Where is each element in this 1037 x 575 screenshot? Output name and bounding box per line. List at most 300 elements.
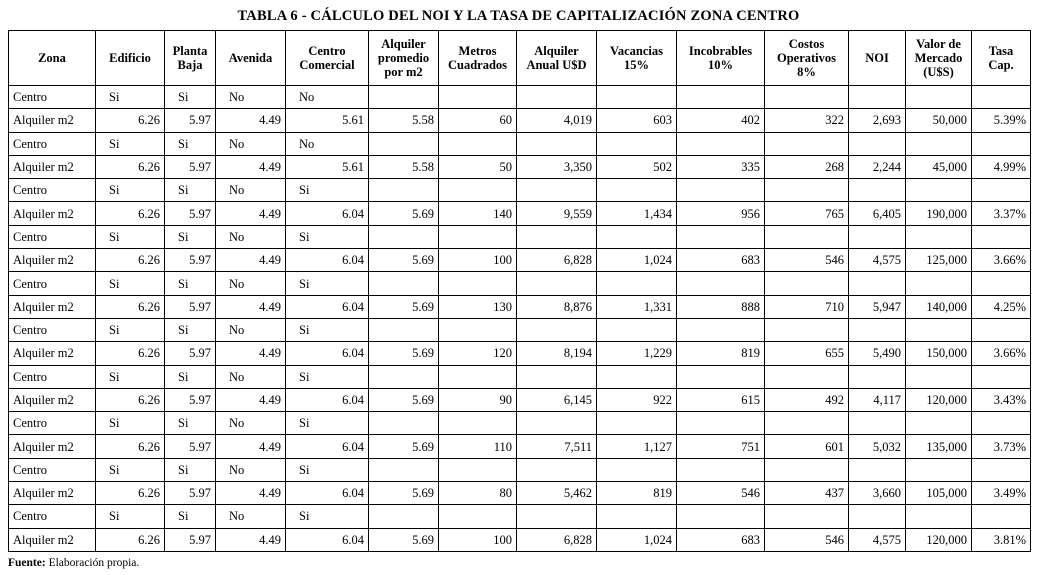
table-cell: 5.69	[369, 202, 439, 225]
table-cell: Si	[96, 179, 165, 202]
table-cell	[677, 272, 765, 295]
table-cell	[906, 86, 972, 109]
table-cell	[369, 179, 439, 202]
table-row-zona	[9, 458, 1031, 481]
col-avenida-header: Avenida	[216, 31, 286, 86]
table-cell: Si	[286, 225, 369, 248]
table-cell	[439, 179, 517, 202]
table-row-alquiler	[9, 528, 1031, 551]
table-cell: 4,019	[517, 109, 597, 132]
table-cell: 120	[439, 342, 517, 365]
table-cell: 140	[439, 202, 517, 225]
table-cell	[677, 132, 765, 155]
table-cell: 5.58	[369, 155, 439, 178]
table-cell: 6.26	[96, 435, 165, 458]
table-cell: 5.69	[369, 435, 439, 458]
table-cell: Si	[165, 225, 216, 248]
table-cell	[597, 365, 677, 388]
table-cell: 50	[439, 155, 517, 178]
table-cell: Si	[286, 179, 369, 202]
table-cell: Si	[286, 505, 369, 528]
table-cell: 751	[677, 435, 765, 458]
table-cell: No	[216, 225, 286, 248]
table-cell: 1,331	[597, 295, 677, 318]
table-cell: Si	[165, 458, 216, 481]
table-cell: No	[216, 505, 286, 528]
table-cell: 3.37%	[972, 202, 1031, 225]
table-cell: 50,000	[906, 109, 972, 132]
table-cell	[439, 458, 517, 481]
table-cell	[439, 272, 517, 295]
table-cell: 120,000	[906, 388, 972, 411]
table-cell	[849, 272, 906, 295]
table-cell	[439, 365, 517, 388]
table-cell: 888	[677, 295, 765, 318]
table-cell	[972, 318, 1031, 341]
table-cell	[677, 179, 765, 202]
table-cell: 6.26	[96, 202, 165, 225]
table-cell: Alquiler m2	[9, 342, 96, 365]
table-cell: 5.69	[369, 388, 439, 411]
table-cell: Si	[96, 365, 165, 388]
table-cell	[906, 318, 972, 341]
table-cell	[439, 86, 517, 109]
noi-cap-rate-table	[8, 30, 1031, 552]
table-cell: Si	[286, 458, 369, 481]
table-cell: No	[286, 86, 369, 109]
table-cell: 110	[439, 435, 517, 458]
table-cell: Centro	[9, 505, 96, 528]
table-row-alquiler	[9, 482, 1031, 505]
table-row-alquiler	[9, 435, 1031, 458]
table-cell: 1,024	[597, 528, 677, 551]
table-cell	[439, 412, 517, 435]
table-cell: 8,194	[517, 342, 597, 365]
table-cell	[765, 365, 849, 388]
col-planta-baja-header: Planta Baja	[165, 31, 216, 86]
table-cell	[439, 505, 517, 528]
table-cell: Centro	[9, 365, 96, 388]
table-row-alquiler	[9, 295, 1031, 318]
table-cell: 603	[597, 109, 677, 132]
table-cell: 2,244	[849, 155, 906, 178]
table-cell	[765, 505, 849, 528]
table-cell	[677, 318, 765, 341]
table-cell: 6.04	[286, 482, 369, 505]
table-cell	[765, 318, 849, 341]
table-cell	[765, 458, 849, 481]
table-cell	[597, 86, 677, 109]
table-cell	[906, 365, 972, 388]
col-metros-cuadrados-header: Metros Cuadrados	[439, 31, 517, 86]
table-row-zona	[9, 365, 1031, 388]
table-cell: Centro	[9, 225, 96, 248]
table-cell: 4.49	[216, 109, 286, 132]
table-cell: 6.26	[96, 342, 165, 365]
source-text: Elaboración propia.	[45, 557, 140, 569]
table-cell: 710	[765, 295, 849, 318]
table-cell: 4.49	[216, 249, 286, 272]
table-cell: 6.04	[286, 295, 369, 318]
table-cell: 3.49%	[972, 482, 1031, 505]
table-cell	[972, 225, 1031, 248]
table-cell: 5.97	[165, 388, 216, 411]
table-cell: 3,350	[517, 155, 597, 178]
table-cell	[972, 505, 1031, 528]
table-row-alquiler	[9, 388, 1031, 411]
table-cell: 6.26	[96, 249, 165, 272]
table-cell: 5.69	[369, 249, 439, 272]
table-cell: 492	[765, 388, 849, 411]
table-cell: 655	[765, 342, 849, 365]
table-cell: 6.26	[96, 528, 165, 551]
table-cell	[972, 132, 1031, 155]
table-cell: 5.97	[165, 155, 216, 178]
table-cell: 9,559	[517, 202, 597, 225]
table-cell: Si	[96, 132, 165, 155]
table-cell	[439, 132, 517, 155]
table-cell: 683	[677, 249, 765, 272]
col-tasa-cap-header: Tasa Cap.	[972, 31, 1031, 86]
table-cell: 5.69	[369, 482, 439, 505]
table-cell: 4,575	[849, 528, 906, 551]
table-cell: 60	[439, 109, 517, 132]
table-cell: 765	[765, 202, 849, 225]
table-cell: 105,000	[906, 482, 972, 505]
table-cell: 5.97	[165, 342, 216, 365]
table-cell: Si	[165, 179, 216, 202]
table-cell	[972, 458, 1031, 481]
table-row-zona	[9, 505, 1031, 528]
table-cell: Alquiler m2	[9, 202, 96, 225]
table-cell: 6.26	[96, 155, 165, 178]
table-cell: Si	[286, 318, 369, 341]
table-cell	[849, 225, 906, 248]
table-cell: 5,947	[849, 295, 906, 318]
table-cell: 4.49	[216, 388, 286, 411]
col-incobrables-header: Incobrables 10%	[677, 31, 765, 86]
table-cell	[369, 86, 439, 109]
table-cell: 6,828	[517, 249, 597, 272]
table-body	[9, 86, 1031, 552]
table-cell: 100	[439, 249, 517, 272]
table-cell: Alquiler m2	[9, 435, 96, 458]
table-cell: Centro	[9, 412, 96, 435]
table-cell: Si	[96, 505, 165, 528]
table-row-zona	[9, 132, 1031, 155]
table-cell: 4.49	[216, 482, 286, 505]
table-cell	[972, 412, 1031, 435]
table-cell: Si	[165, 505, 216, 528]
table-cell: 80	[439, 482, 517, 505]
table-cell	[972, 179, 1031, 202]
table-cell: 150,000	[906, 342, 972, 365]
table-cell	[677, 412, 765, 435]
table-cell	[906, 272, 972, 295]
table-cell: Centro	[9, 179, 96, 202]
table-cell	[765, 225, 849, 248]
table-cell	[517, 318, 597, 341]
table-row-alquiler	[9, 109, 1031, 132]
table-cell: 268	[765, 155, 849, 178]
table-cell: Si	[96, 225, 165, 248]
table-cell: 4.99%	[972, 155, 1031, 178]
table-cell: 5.97	[165, 202, 216, 225]
table-cell: 5.61	[286, 109, 369, 132]
table-cell	[597, 272, 677, 295]
table-cell: 4,575	[849, 249, 906, 272]
table-cell: No	[216, 412, 286, 435]
table-cell: Si	[96, 412, 165, 435]
table-cell	[849, 505, 906, 528]
table-cell: 322	[765, 109, 849, 132]
table-cell: Si	[286, 365, 369, 388]
table-cell	[849, 86, 906, 109]
table-cell: 4.49	[216, 155, 286, 178]
table-cell: Si	[286, 412, 369, 435]
col-alquiler-promedio-header: Alquiler promedio por m2	[369, 31, 439, 86]
table-cell: Si	[286, 272, 369, 295]
table-cell: 6.04	[286, 388, 369, 411]
table-row-zona	[9, 412, 1031, 435]
table-cell	[517, 505, 597, 528]
table-cell: No	[216, 132, 286, 155]
table-cell	[369, 272, 439, 295]
table-cell: 6,145	[517, 388, 597, 411]
table-cell	[906, 505, 972, 528]
table-cell	[517, 412, 597, 435]
table-cell	[517, 225, 597, 248]
table-cell: 130	[439, 295, 517, 318]
table-cell: 120,000	[906, 528, 972, 551]
table-cell	[677, 86, 765, 109]
table-cell: 5.58	[369, 109, 439, 132]
table-cell	[972, 86, 1031, 109]
table-cell: 3.43%	[972, 388, 1031, 411]
table-cell: 6.04	[286, 249, 369, 272]
table-cell: 190,000	[906, 202, 972, 225]
table-cell	[849, 412, 906, 435]
col-alquiler-anual-header: Alquiler Anual U$D	[517, 31, 597, 86]
table-cell: No	[286, 132, 369, 155]
table-cell: 135,000	[906, 435, 972, 458]
table-cell: 5.69	[369, 295, 439, 318]
table-cell: 3.73%	[972, 435, 1031, 458]
table-cell: 3.66%	[972, 249, 1031, 272]
table-cell	[369, 132, 439, 155]
table-cell: Alquiler m2	[9, 295, 96, 318]
table-cell	[906, 412, 972, 435]
table-cell	[597, 318, 677, 341]
table-cell: 4,117	[849, 388, 906, 411]
table-cell: Centro	[9, 132, 96, 155]
table-cell	[517, 86, 597, 109]
table-cell: Centro	[9, 458, 96, 481]
table-cell: Si	[96, 318, 165, 341]
table-cell: 601	[765, 435, 849, 458]
table-cell: 3.81%	[972, 528, 1031, 551]
table-cell: 956	[677, 202, 765, 225]
table-cell: Si	[165, 86, 216, 109]
table-row-alquiler	[9, 202, 1031, 225]
table-cell: 6.04	[286, 342, 369, 365]
table-cell	[906, 225, 972, 248]
table-cell: 4.25%	[972, 295, 1031, 318]
table-cell	[369, 458, 439, 481]
table-cell: 5.97	[165, 249, 216, 272]
table-cell: Si	[165, 412, 216, 435]
table-cell: 7,511	[517, 435, 597, 458]
table-cell: 502	[597, 155, 677, 178]
table-cell	[906, 132, 972, 155]
table-cell: 1,024	[597, 249, 677, 272]
table-cell: 6.04	[286, 202, 369, 225]
table-cell: No	[216, 365, 286, 388]
table-cell: 1,127	[597, 435, 677, 458]
table-cell	[972, 365, 1031, 388]
source-note	[8, 557, 139, 569]
table-cell	[597, 132, 677, 155]
table-cell	[597, 412, 677, 435]
table-cell: 546	[765, 249, 849, 272]
table-cell: No	[216, 458, 286, 481]
table-cell	[906, 179, 972, 202]
table-cell: 5.39%	[972, 109, 1031, 132]
table-cell: Alquiler m2	[9, 109, 96, 132]
table-cell	[972, 272, 1031, 295]
table-cell: Centro	[9, 318, 96, 341]
table-cell: 6,828	[517, 528, 597, 551]
table-cell: 5.97	[165, 482, 216, 505]
table-cell	[597, 458, 677, 481]
table-cell: 8,876	[517, 295, 597, 318]
table-cell	[765, 412, 849, 435]
table-cell: 5.97	[165, 109, 216, 132]
table-cell: Alquiler m2	[9, 528, 96, 551]
col-valor-mercado-header: Valor de Mercado (U$S)	[906, 31, 972, 86]
table-cell	[677, 458, 765, 481]
table-cell	[677, 365, 765, 388]
table-cell	[906, 458, 972, 481]
table-row-zona	[9, 225, 1031, 248]
table-cell	[849, 179, 906, 202]
header-row	[9, 31, 1031, 86]
table-cell: 5.61	[286, 155, 369, 178]
table-cell	[765, 179, 849, 202]
table-row-zona	[9, 272, 1031, 295]
col-costos-operativos-header: Costos Operativos 8%	[765, 31, 849, 86]
table-cell	[597, 179, 677, 202]
table-row-zona	[9, 179, 1031, 202]
table-cell: 819	[597, 482, 677, 505]
table-cell: Centro	[9, 86, 96, 109]
table-cell: Alquiler m2	[9, 482, 96, 505]
table-cell: 5.69	[369, 528, 439, 551]
table-cell	[369, 365, 439, 388]
table-cell: Si	[96, 86, 165, 109]
table-cell: 5.97	[165, 528, 216, 551]
table-cell: Si	[96, 458, 165, 481]
table-cell: 6.26	[96, 109, 165, 132]
table-cell	[597, 225, 677, 248]
table-cell: Si	[96, 272, 165, 295]
table-cell	[369, 505, 439, 528]
table-cell: 4.49	[216, 202, 286, 225]
table-cell	[517, 365, 597, 388]
table-cell: Alquiler m2	[9, 155, 96, 178]
table-cell: 5,032	[849, 435, 906, 458]
table-cell: 437	[765, 482, 849, 505]
table-cell	[369, 318, 439, 341]
table-cell: Alquiler m2	[9, 388, 96, 411]
table-cell: 5.69	[369, 342, 439, 365]
table-title: TABLA 6 - CÁLCULO DEL NOI Y LA TASA DE CAPITALIZACIÓN ZONA CENTRO	[237, 8, 800, 24]
table-cell: 4.49	[216, 342, 286, 365]
table-cell: 45,000	[906, 155, 972, 178]
table-cell: No	[216, 86, 286, 109]
table-cell: 5.97	[165, 435, 216, 458]
table-cell: Si	[165, 365, 216, 388]
table-cell	[517, 272, 597, 295]
table-cell: Alquiler m2	[9, 249, 96, 272]
table-cell: 100	[439, 528, 517, 551]
table-cell	[597, 505, 677, 528]
table-cell	[849, 318, 906, 341]
table-cell	[765, 86, 849, 109]
table-row-alquiler	[9, 155, 1031, 178]
col-noi-header: NOI	[849, 31, 906, 86]
table-cell: 335	[677, 155, 765, 178]
table-cell	[517, 458, 597, 481]
table-cell: No	[216, 318, 286, 341]
table-cell: 3,660	[849, 482, 906, 505]
table-cell: Si	[165, 272, 216, 295]
table-cell: No	[216, 272, 286, 295]
table-cell	[439, 225, 517, 248]
table-cell: 819	[677, 342, 765, 365]
table-cell	[439, 318, 517, 341]
table-cell: 5.97	[165, 295, 216, 318]
table-cell: 546	[765, 528, 849, 551]
table-row-zona	[9, 318, 1031, 341]
table-row-alquiler	[9, 249, 1031, 272]
col-zona-header: Zona	[9, 31, 96, 86]
table-cell: 5,490	[849, 342, 906, 365]
table-cell	[849, 365, 906, 388]
table-row-zona	[9, 86, 1031, 109]
col-vacancias-header: Vacancias 15%	[597, 31, 677, 86]
table-cell: 4.49	[216, 295, 286, 318]
col-centro-comercial-header: Centro Comercial	[286, 31, 369, 86]
table-cell: 125,000	[906, 249, 972, 272]
table-cell: 4.49	[216, 435, 286, 458]
table-cell: 6.26	[96, 295, 165, 318]
table-cell	[369, 412, 439, 435]
table-cell	[849, 132, 906, 155]
table-cell: 5,462	[517, 482, 597, 505]
table-cell: 683	[677, 528, 765, 551]
table-cell	[677, 505, 765, 528]
table-cell: 3.66%	[972, 342, 1031, 365]
table-cell: 140,000	[906, 295, 972, 318]
table-cell: 922	[597, 388, 677, 411]
source-label: Fuente:	[8, 557, 46, 569]
table-cell: 402	[677, 109, 765, 132]
table-cell: 1,229	[597, 342, 677, 365]
table-cell	[765, 272, 849, 295]
table-cell: No	[216, 179, 286, 202]
table-cell	[369, 225, 439, 248]
